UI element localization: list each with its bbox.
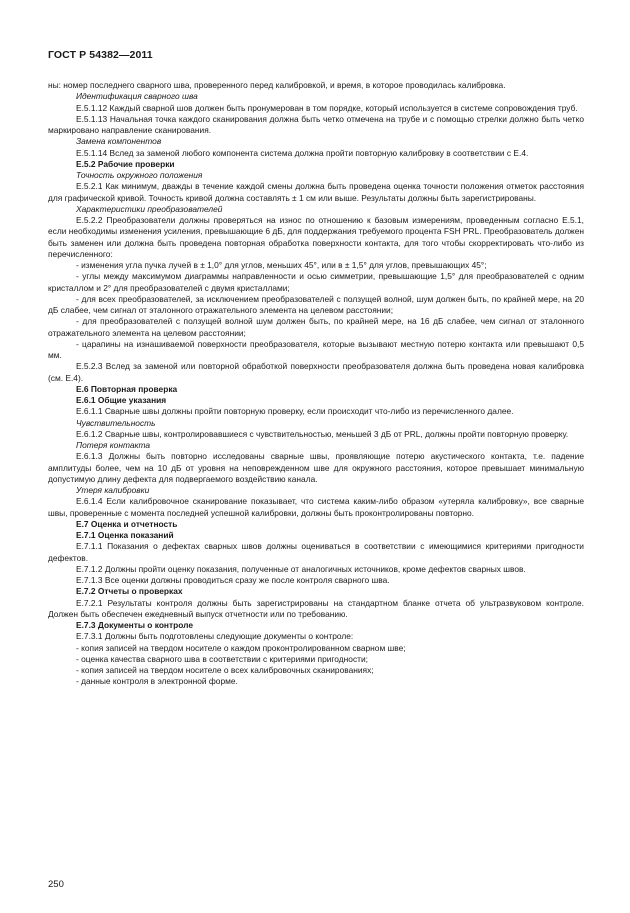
document-body: [48, 80, 584, 688]
section-heading: Е.7 Оценка и отчетность: [76, 518, 178, 529]
paragraph: Е.5.1.12 Каждый сварной шов должен быть пронумерован в том порядке, который используется в системе сопровождения труб.: [76, 102, 578, 113]
section-heading: Е.6.1 Общие указания: [76, 395, 167, 405]
subsection-heading: Идентификация сварного шва: [76, 91, 198, 102]
subsection-heading: Чувствительность: [76, 417, 156, 428]
paragraph: Е.5.1.13 Начальная точка каждого сканирования должна быть четко отмечена на трубе и с помощью стрелки должно быть четко маркировано направление сканирования.: [48, 113, 584, 135]
paragraph: - для всех преобразователей, за исключением преобразователей с ползущей волной, шум должен быть, по крайней мере, на 20 дБ слабее, чем сигнал от эталонного отражательного элемента на целевом расстоянии;: [48, 293, 584, 315]
paragraph: Е.5.2.3 Вслед за заменой или повторной обработкой поверхности преобразователя должна быть проведена новая калибровка (см. Е.4).: [48, 361, 584, 383]
paragraph: Е.6.1.3 Должны быть повторно исследованы сварные швы, проявляющие потерю акустического контакта, т.е. падение амплитуды более, чем на 10 дБ от уровня на неповрежденном шве для окружного расстояния, которое превышает минимальную допустимую длину дефекта для подвергаемого воздействию канала.: [48, 451, 584, 484]
page-number: 250: [48, 879, 64, 890]
section-heading: Е.7.1 Оценка показаний: [76, 530, 174, 540]
subsection-heading: Утеря калибровки: [76, 485, 150, 495]
paragraph: Е.7.2.1 Результаты контроля должны быть зарегистрированы на стандартном бланке отчета об ультразвуковом контроле. Должен быть обеспечен ежедневный выпуск отчетности или по требованию.: [48, 597, 584, 619]
paragraph: - изменения угла пучка лучей в ± 1,0° для углов, меньших 45°, или в ± 1,5° для углов, превышающих 45°;: [76, 260, 487, 270]
paragraph: Е.7.1.2 Должны пройти оценку показания, полученные от аналогичных источников, кроме дефектов сварных швов.: [76, 563, 526, 574]
paragraph: Е.6.1.2 Сварные швы, контролировавшиеся с чувствительностью, меньшей 3 дБ от PRL, должны пройти повторную проверку.: [76, 428, 569, 439]
paragraph: - данные контроля в электронной форме.: [76, 676, 238, 687]
paragraph: ны: номер последнего сварного шва, проверенного перед калибровкой, и время, в которое проводилась калибровка.: [48, 80, 506, 90]
section-heading: Е.7.2 Отчеты о проверках: [76, 586, 183, 597]
paragraph: Е.7.1.3 Все оценки должны проводиться сразу же после контроля сварного шва.: [76, 575, 390, 585]
subsection-heading: Характеристики преобразователей: [76, 203, 223, 214]
paragraph: - для преобразователей с ползущей волной шум должен быть, по крайней мере, на 16 дБ слабее, чем сигнал от эталонного отражательного элемента на целевом расстоянии;: [48, 316, 584, 338]
paragraph: - копия записей на твердом носителе о каждом проконтролированном сварном шве;: [76, 642, 406, 653]
paragraph: - копия записей на твердом носителе о всех калибровочных сканированиях;: [76, 665, 374, 675]
subsection-heading: Замена компонентов: [76, 136, 162, 147]
paragraph: - оценка качества сварного шва в соответствии с критериями пригодности;: [76, 653, 368, 664]
section-heading: Е.6 Повторная проверка: [76, 383, 178, 394]
paragraph: Е.5.2.2 Преобразователи должны проверяться на износ по отношению к базовым измерениям, проведенным согласно Е.5.1, если необходимы изменения усиления, превышающие 6 дБ, для поддержания требуемого процента FSH PRL. Преобразователь должен быть заменен или должна быть проведена повторная обработка поверхности контакта, для того чтобы скорректировать что-либо из перечисленного:: [48, 215, 584, 259]
paragraph: - углы между максимумом диаграммы направленности и осью симметрии, превышающие 1,5° для преобразователей с одним кристаллом и 2° для преобразователей с двумя кристаллами;: [48, 271, 584, 293]
paragraph: Е.7.1.1 Показания о дефектах сварных швов должны оцениваться в соответствии с имеющимися критериями пригодности дефектов.: [48, 541, 584, 563]
subsection-heading: Точность окружного положения: [76, 170, 203, 180]
paragraph: Е.6.1.1 Сварные швы должны пройти повторную проверку, если происходит что-либо из перечисленного далее.: [76, 406, 514, 417]
section-heading: Е.5.2 Рабочие проверки: [76, 158, 175, 169]
section-heading: Е.7.3 Документы о контроле: [76, 620, 193, 630]
paragraph: Е.5.1.14 Вслед за заменой любого компонента система должна пройти повторную калибровку в соответствии с Е.4.: [76, 147, 529, 158]
paragraph: - царапины на изнашиваемой поверхности преобразователя, которые вызывают местную потерю контакта или превышают 0,5 мм.: [48, 338, 584, 360]
subsection-heading: Потеря контакта: [76, 440, 151, 450]
paragraph: Е.6.1.4 Если калибровочное сканирование показывает, что система каким-либо образом «утеряла калибровку», все сварные швы, проверенные с момента последней успешной калибровки, должны быть проконтролированы повторно.: [48, 496, 584, 518]
page-header-title: ГОСТ Р 54382—2011: [48, 49, 153, 61]
paragraph: Е.5.2.1 Как минимум, дважды в течение каждой смены должна быть проведена оценка точности положения отметок расстояния для графической кривой. Точность кривой должна составлять ± 1 см или выше. Результаты должны быть зарегистрированы.: [48, 181, 584, 203]
paragraph: Е.7.3.1 Должны быть подготовлены следующие документы о контроле:: [76, 631, 354, 642]
